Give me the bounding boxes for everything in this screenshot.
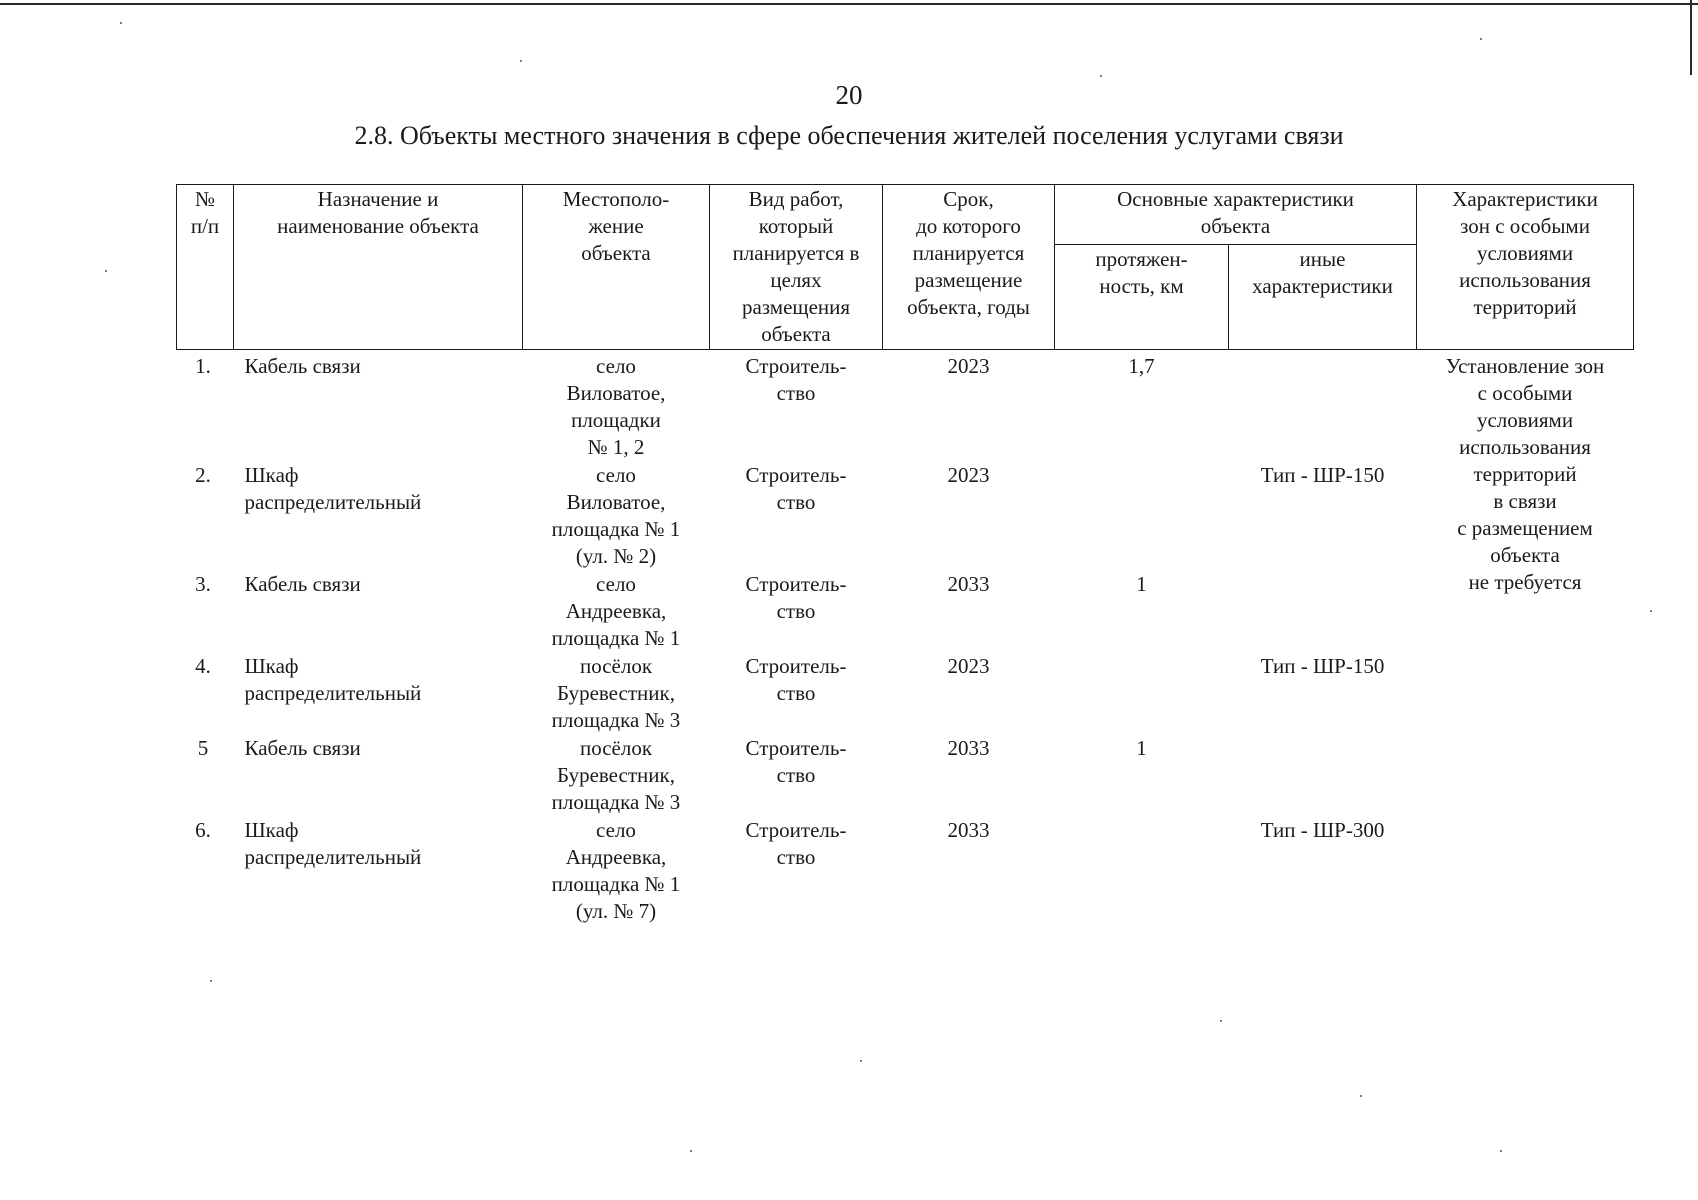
cell-num: 4. <box>195 654 211 678</box>
header-main-characteristics: Основные характеристики объекта <box>1055 185 1417 245</box>
cell-other: Тип - ШР-150 <box>1260 654 1385 678</box>
cell-length <box>1055 652 1229 734</box>
cell-work-type: Строитель- ство <box>745 736 847 787</box>
cell-length: 1 <box>1136 572 1147 596</box>
table-row <box>177 734 1634 816</box>
section-title: 2.8. Объекты местного значения в сфере обеспечения жителей поселения услугами связи <box>354 121 1344 150</box>
scan-speck <box>1360 1095 1362 1097</box>
cell-name: Шкаф распределительный <box>244 463 422 514</box>
right-border-line <box>1690 0 1692 75</box>
header-location: Местополо- жение объекта <box>523 185 710 350</box>
cell-num: 2. <box>195 463 211 487</box>
cell-num: 3. <box>195 572 211 596</box>
scan-speck <box>690 1150 692 1152</box>
cell-year: 2033 <box>947 572 990 596</box>
cell-work-type: Строитель- ство <box>745 463 847 514</box>
cell-other <box>1229 734 1417 816</box>
page-number: 20 <box>835 80 863 110</box>
cell-year: 2023 <box>947 463 990 487</box>
header-work-type: Вид работ, который планируется в целях размещения объекта <box>710 185 883 350</box>
header-name: Назначение и наименование объекта <box>234 185 523 350</box>
table-row <box>177 461 1634 570</box>
cell-year: 2023 <box>947 354 990 378</box>
cell-num: 1. <box>195 354 211 378</box>
scan-speck <box>120 22 122 24</box>
cell-year: 2023 <box>947 654 990 678</box>
scan-speck <box>105 270 107 272</box>
cell-other <box>1229 350 1417 462</box>
scan-speck <box>1100 75 1102 77</box>
scan-speck <box>1220 1020 1222 1022</box>
cell-length: 1,7 <box>1128 354 1155 378</box>
top-border-line <box>0 3 1698 5</box>
scan-speck <box>1500 1150 1502 1152</box>
cell-year: 2033 <box>947 736 990 760</box>
cell-work-type: Строитель- ство <box>745 818 847 869</box>
cell-other <box>1229 570 1417 652</box>
cell-zones-note: Установление зон с особыми условиями использования территорий в связи с размещением объекта не требуется <box>1445 354 1605 594</box>
scan-speck <box>1650 610 1652 612</box>
cell-location: посёлок Буревестник, площадка № 3 <box>551 736 681 814</box>
table-row <box>177 816 1634 925</box>
cell-location: село Андреевка, площадка № 1 <box>551 572 681 650</box>
cell-work-type: Строитель- ство <box>745 354 847 405</box>
cell-location: село Виловатое, площадка № 1 (ул. № 2) <box>551 463 681 568</box>
cell-num: 6. <box>195 818 211 842</box>
cell-location: посёлок Буревестник, площадка № 3 <box>551 654 681 732</box>
cell-name: Шкаф распределительный <box>244 654 422 705</box>
cell-location: село Андреевка, площадка № 1 (ул. № 7) <box>551 818 681 923</box>
cell-location: село Виловатое, площадки № 1, 2 <box>566 354 666 459</box>
scan-speck <box>1480 38 1482 40</box>
scan-speck <box>860 1060 862 1062</box>
cell-num: 5 <box>197 736 209 760</box>
scan-speck <box>210 980 212 982</box>
header-length: протяжен- ность, км <box>1055 245 1229 350</box>
cell-name: Шкаф распределительный <box>244 818 422 869</box>
cell-work-type: Строитель- ство <box>745 654 847 705</box>
table-row <box>177 350 1634 462</box>
header-other: иные характеристики <box>1229 245 1417 350</box>
scan-speck <box>520 60 522 62</box>
cell-name: Кабель связи <box>244 736 361 760</box>
cell-work-type: Строитель- ство <box>745 572 847 623</box>
table-row <box>177 570 1634 652</box>
cell-other: Тип - ШР-300 <box>1260 818 1385 842</box>
cell-length <box>1055 461 1229 570</box>
header-deadline: Срок, до которого планируется размещение объекта, годы <box>883 185 1055 350</box>
table-row <box>177 652 1634 734</box>
cell-other: Тип - ШР-150 <box>1260 463 1385 487</box>
cell-year: 2033 <box>947 818 990 842</box>
cell-name: Кабель связи <box>244 354 361 378</box>
cell-length: 1 <box>1136 736 1147 760</box>
objects-table <box>176 184 1634 925</box>
cell-length <box>1055 816 1229 925</box>
header-zones: Характеристики зон с особыми условиями использования территорий <box>1417 185 1634 350</box>
cell-name: Кабель связи <box>244 572 361 596</box>
header-num: № п/п <box>177 185 234 350</box>
